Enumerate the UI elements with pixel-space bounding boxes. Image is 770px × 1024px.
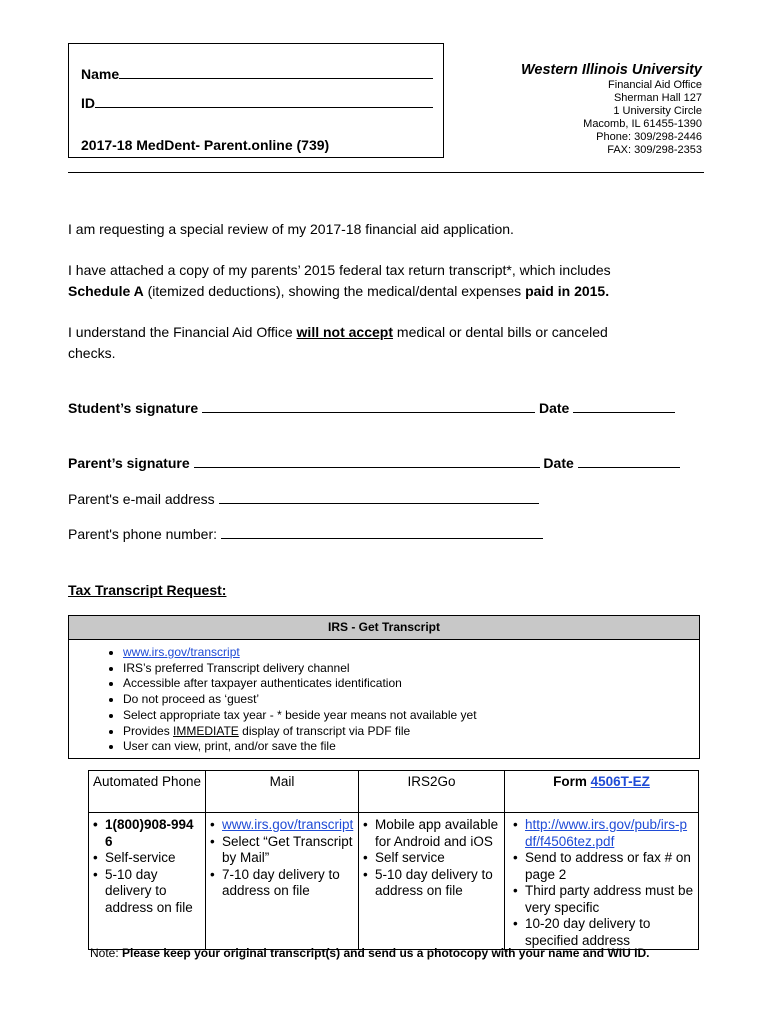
irs-box-title: IRS - Get Transcript <box>69 616 699 640</box>
list-item: • User can view, print, and/or save the file <box>123 739 699 755</box>
list-item: • 7-10 day delivery to address on file <box>222 867 358 900</box>
parent-phone-label: Parent's phone number: <box>68 526 217 542</box>
automated-phone-header: Automated Phone <box>89 771 206 813</box>
text-line: checks. <box>68 345 116 361</box>
automated-phone-cell <box>89 813 206 950</box>
will-not-accept: will not accept <box>296 324 394 340</box>
parent-signature-label: Parent’s signature <box>68 455 190 471</box>
parent-phone-field[interactable] <box>221 538 543 539</box>
text-span: display of transcript via PDF file <box>238 723 411 738</box>
list-item[interactable] <box>222 817 358 834</box>
address-line: Financial Aid Office <box>608 79 702 91</box>
text-span: medical or dental bills or canceled <box>393 324 608 340</box>
header-divider <box>68 172 704 173</box>
list-item: • Third party address must be very specific <box>525 883 694 916</box>
schedule-a: Schedule A <box>68 283 144 299</box>
parent-email-field[interactable] <box>219 503 539 504</box>
note <box>90 946 649 960</box>
parent-signature-row[interactable] <box>68 455 680 471</box>
mail-header: Mail <box>206 771 359 813</box>
address-line: 1 University Circle <box>613 105 702 117</box>
mail-cell <box>206 813 359 950</box>
parent-phone-row[interactable] <box>68 526 543 542</box>
list-item: • Select appropriate tax year - * beside year means not available yet <box>123 708 699 724</box>
immediate: IMMEDIATE <box>173 723 239 738</box>
phone-number: • 1(800)908-9946 <box>105 817 205 850</box>
list-item: • Self-service <box>105 850 205 867</box>
form-4506t-ez-link[interactable]: 4506T-EZ <box>590 774 650 789</box>
list-item: • 10-20 day delivery to specified address <box>525 916 694 949</box>
fax-line: FAX: 309/298-2353 <box>607 144 702 156</box>
note-label: Note: <box>90 946 119 960</box>
list-item[interactable] <box>525 817 694 850</box>
list-item: • Select “Get Transcript by Mail” <box>222 834 358 867</box>
text-span: Provides <box>123 723 174 738</box>
university-address <box>521 62 702 157</box>
list-item: • Send to address or fax # on page 2 <box>525 850 694 883</box>
irs2go-header: IRS2Go <box>359 771 505 813</box>
form-code: 2017-18 MedDent- Parent.online (739) <box>81 137 330 153</box>
transcript-options-table <box>88 770 699 950</box>
list-item: • IRS’s preferred Transcript delivery channel <box>123 661 699 677</box>
date-label: Date <box>538 400 570 416</box>
irs-get-transcript-box <box>68 615 700 759</box>
address-line: Macomb, IL 61455-1390 <box>583 118 702 130</box>
acceptance-paragraph <box>68 322 708 364</box>
irs-transcript-link[interactable]: www.irs.gov/transcript <box>123 645 240 659</box>
student-signature-label: Student’s signature <box>68 400 199 416</box>
address-line: Sherman Hall 127 <box>613 92 702 104</box>
list-item: • Self service <box>375 850 504 867</box>
text-line <box>68 281 708 302</box>
university-name: Western Illinois University <box>520 62 702 78</box>
transcript-paragraph <box>68 260 708 302</box>
text-line <box>68 322 708 343</box>
list-item: • Do not proceed as ‘guest’ <box>123 692 699 708</box>
form-header <box>505 771 699 813</box>
list-item: • 5-10 day delivery to address on file <box>105 867 205 917</box>
student-date-field[interactable] <box>573 412 675 413</box>
name-label: Name <box>81 66 120 82</box>
id-line[interactable] <box>81 95 433 111</box>
date-label: Date <box>543 455 574 471</box>
id-label: ID <box>81 95 95 111</box>
parent-email-label: Parent's e-mail address <box>68 491 215 507</box>
parent-date-field[interactable] <box>578 467 680 468</box>
parent-signature-field[interactable] <box>194 467 540 468</box>
mail-transcript-link[interactable]: www.irs.gov/transcript <box>222 817 354 832</box>
request-paragraph: I am requesting a special review of my 2017-18 financial aid application. <box>68 221 514 237</box>
list-item: • Mobile app available for Android and iOS <box>375 817 504 850</box>
text-span: I understand the Financial Aid Office <box>68 324 297 340</box>
list-item <box>123 724 699 740</box>
list-item[interactable] <box>123 645 699 661</box>
name-line[interactable] <box>81 66 433 82</box>
tax-transcript-heading: Tax Transcript Request: <box>68 582 227 598</box>
parent-email-row[interactable] <box>68 491 539 507</box>
note-text: Please keep your original transcript(s) and send us a photocopy with your name and WIU ID. <box>122 946 650 960</box>
list-item: • 5-10 day delivery to address on file <box>375 867 504 900</box>
paid-in-2015: paid in 2015. <box>525 283 610 299</box>
irs-list <box>69 645 699 755</box>
text-line: I have attached a copy of my parents’ 2015 federal tax return transcript*, which includes <box>68 262 611 278</box>
irs2go-cell <box>359 813 505 950</box>
form-cell <box>505 813 699 950</box>
student-signature-field[interactable] <box>202 412 535 413</box>
text-span: Form <box>553 774 591 789</box>
text-span: (itemized deductions), showing the medical/dental expenses <box>143 283 526 299</box>
list-item: • Accessible after taxpayer authenticates identification <box>123 676 699 692</box>
header-box <box>68 43 444 158</box>
form-pdf-link[interactable]: http://www.irs.gov/pub/irs-pdf/f4506tez.pdf <box>525 817 688 849</box>
phone-line: Phone: 309/298-2446 <box>596 131 702 143</box>
student-signature-row[interactable] <box>68 400 675 416</box>
